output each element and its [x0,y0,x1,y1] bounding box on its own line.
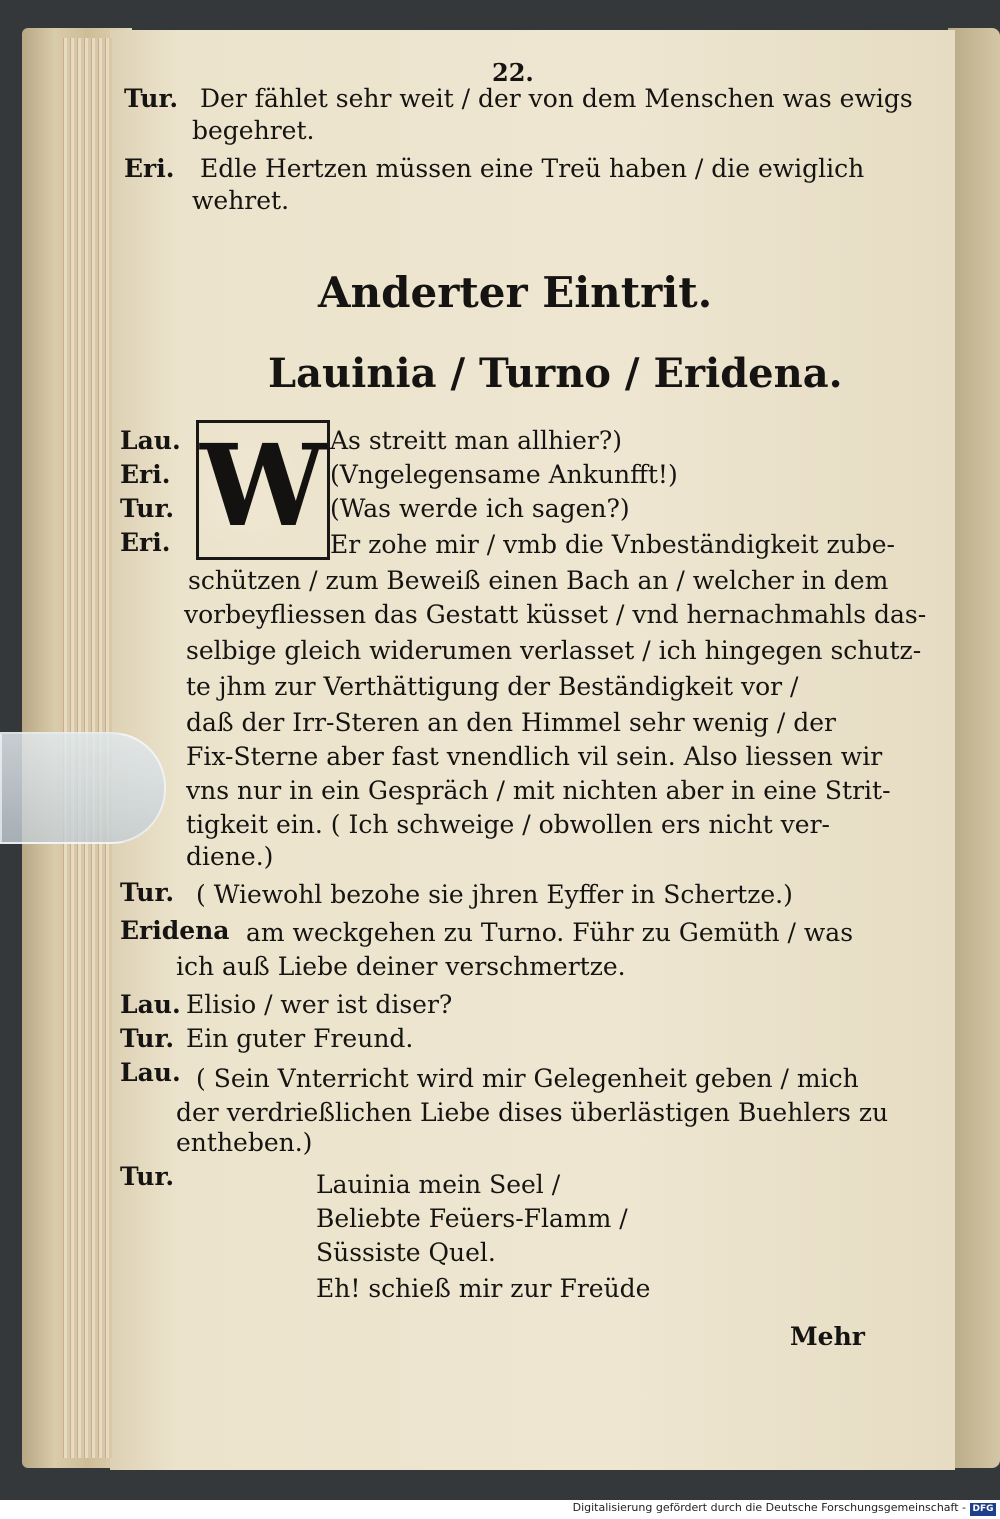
decorative-initial: W [196,420,330,560]
text-line: diene.) [186,842,274,871]
verse-line: Lauinia mein Seel / [316,1170,561,1199]
text-line: Edle Hertzen müssen eine Treü haben / die ewiglich [200,154,865,183]
text-line: ich auß Liebe deiner verschmertze. [176,952,626,981]
speaker-label: Tur. [120,1024,175,1053]
speaker-label: Tur. [120,1162,175,1191]
verse-line: Süssiste Quel. [316,1238,496,1267]
verse-line: Beliebte Feüers-Flamm / [316,1204,628,1233]
footer-bar [0,1500,1000,1519]
speaker-label: Tur. [120,878,175,907]
catchword: Mehr [790,1322,865,1351]
speaker-label: Eri. [120,528,171,557]
speaker-label: Eri. [120,460,171,489]
text-line: vns nur in ein Gespräch / mit nichten aber in eine Strit- [186,776,891,805]
text-line: der verdrießlichen Liebe dises überlästigen Buehlers zu [176,1098,889,1127]
page-clip-bookmark [0,732,166,844]
speaker-label: Tur. [124,84,179,113]
text-line: Fix-Sterne aber fast vnendlich vil sein. Also liessen wir [186,742,883,771]
scene-characters: Lauinia / Turno / Eridena. [268,350,843,397]
speaker-label: Eridena [120,916,230,945]
text-line: selbige gleich widerumen verlasset / ich hingegen schutz- [186,636,922,665]
text-line: As streitt man allhier?) [330,426,623,455]
speaker-label: Lau. [120,426,181,455]
text-line: ( Wiewohl bezohe sie jhren Eyffer in Schertze.) [196,880,793,909]
text-line: daß der Irr-Steren an den Himmel sehr wenig / der [186,708,836,737]
scene-heading: Anderter Eintrit. [318,268,713,317]
text-line: wehret. [192,186,290,215]
text-line: entheben.) [176,1128,313,1157]
text-line: Der fählet sehr weit / der von dem Menschen was ewigs [200,84,913,113]
text-line: schützen / zum Beweiß einen Bach an / welcher in dem [188,566,889,595]
speaker-label: Lau. [120,990,181,1019]
text-line: Ein guter Freund. [186,1024,414,1053]
text-line: Er zohe mir / vmb die Vnbeständigkeit zube- [330,530,895,559]
footer-credit: Digitalisierung gefördert durch die Deutsche Forschungsgemeinschaft - [572,1501,966,1514]
dfg-logo: DFG [970,1503,996,1516]
text-line: (Vngelegensame Ankunfft!) [330,460,678,489]
text-line: begehret. [192,116,315,145]
facing-page-edge [948,28,1000,1468]
text-line: am weckgehen zu Turno. Führ zu Gemüth / was [246,918,854,947]
verse-line: Eh! schieß mir zur Freüde [316,1274,651,1303]
page-number: 22. [492,58,534,87]
speaker-label: Tur. [120,494,175,523]
text-line: tigkeit ein. ( Ich schweige / obwollen ers nicht ver- [186,810,830,839]
text-line: te jhm zur Verthättigung der Beständigkeit vor / [186,672,799,701]
speaker-label: Eri. [124,154,175,183]
text-line: Elisio / wer ist diser? [186,990,453,1019]
text-line: vorbeyfliessen das Gestatt küsset / vnd hernachmahls das- [184,600,927,629]
text-line: (Was werde ich sagen?) [330,494,630,523]
speaker-label: Lau. [120,1058,181,1087]
text-line: ( Sein Vnterricht wird mir Gelegenheit geben / mich [196,1064,859,1093]
